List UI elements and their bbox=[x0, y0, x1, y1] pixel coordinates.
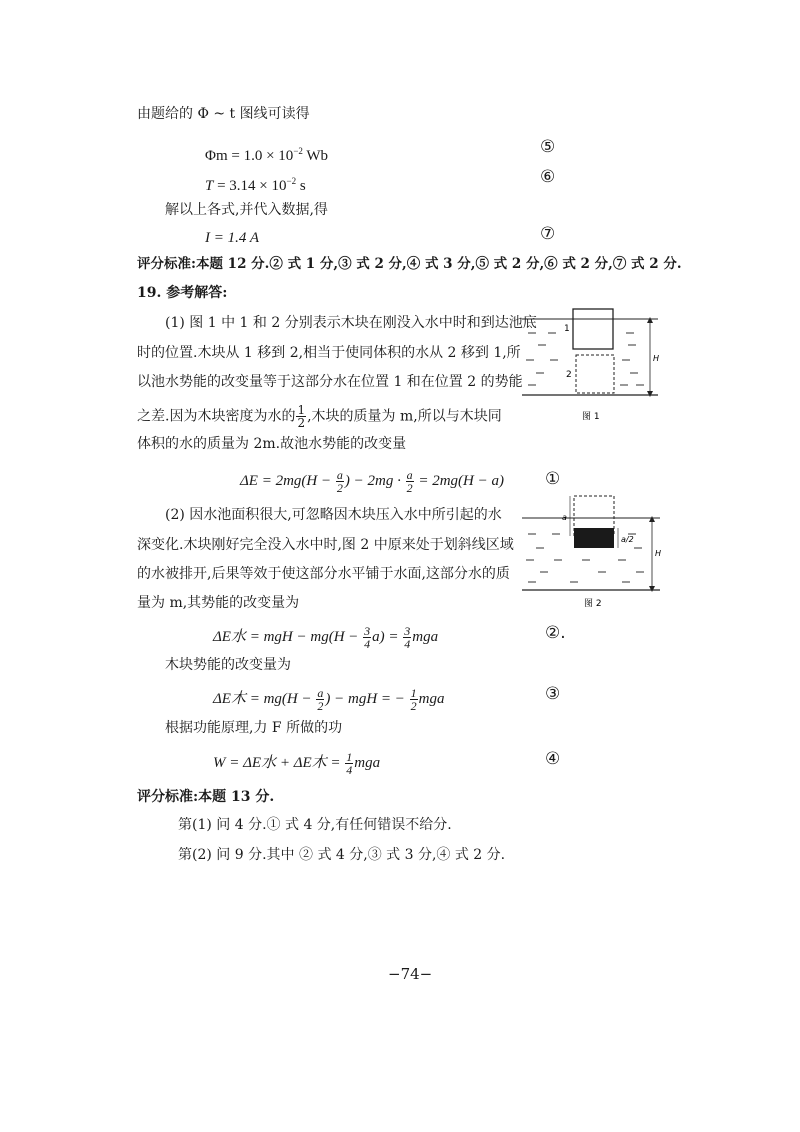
eq4-frac bbox=[345, 751, 353, 776]
part1-line2: 时的位置.木块从 1 移到 2,相当于使同体积的水从 2 移到 1,所 bbox=[137, 345, 521, 361]
eq4-frac-den: 4 bbox=[346, 763, 353, 777]
grading-19-part1: 第(1) 问 4 分.① 式 4 分,有任何错误不给分. bbox=[178, 817, 452, 833]
eq3-frac-b-den: 2 bbox=[410, 699, 417, 713]
eq5-lhs: Φm bbox=[205, 148, 228, 164]
part1-line1: (1) 图 1 中 1 和 2 分别表示木块在刚没入水中时和到达池底 bbox=[165, 315, 537, 331]
grading-19: 评分标准:本题 13 分. bbox=[137, 789, 275, 805]
fig1-arrow-top bbox=[647, 317, 653, 323]
part1-line4a: 之差.因为木块密度为水的 bbox=[137, 408, 296, 425]
fig1-block-position-2 bbox=[576, 355, 614, 393]
eq3-frac-b bbox=[410, 687, 418, 712]
figure-2-diagram bbox=[518, 492, 668, 612]
eq6-unit: s bbox=[296, 178, 306, 194]
eq5-rhs: = 1.0 × 10 bbox=[231, 148, 294, 164]
page-number: −74− bbox=[388, 965, 433, 983]
eq1-frac-b-num: a bbox=[406, 468, 413, 482]
part2-line2: 深变化.木块刚好完全没入水中时,图 2 中原来处于划斜线区域 bbox=[137, 537, 514, 553]
fig2-arrow-bottom bbox=[649, 586, 655, 592]
eq1-frac-a bbox=[336, 469, 344, 494]
eq2-frac-a-den: 4 bbox=[364, 637, 371, 651]
eq1-part1: ΔE = 2mg(H − bbox=[240, 472, 335, 489]
eq6-lhs: T bbox=[205, 178, 214, 194]
fig2-arrow-top bbox=[649, 516, 655, 522]
frac-half-num: 1 bbox=[297, 403, 306, 417]
question-19-title: 19. 参考解答: bbox=[137, 285, 228, 301]
wood-energy-label: 木块势能的改变量为 bbox=[165, 657, 291, 673]
part1-line4 bbox=[137, 404, 502, 429]
equation-1 bbox=[240, 469, 504, 494]
eq6-rhs: = 3.14 × 10 bbox=[217, 178, 287, 194]
equation-7: I = 1.4 A bbox=[205, 230, 260, 246]
grading-18: 评分标准:本题 12 分.② 式 1 分,③ 式 2 分,④ 式 3 分,⑤ 式 2 分,⑥ 式 2 分,⑦ 式 2 分. bbox=[137, 256, 682, 272]
eq1-frac-b bbox=[406, 469, 414, 494]
fig1-label-2: 2 bbox=[566, 370, 572, 380]
equation-5 bbox=[205, 141, 328, 166]
eq3-frac-a-den: 2 bbox=[317, 699, 324, 713]
eq1-frac-a-num: a bbox=[336, 468, 343, 482]
fig2-hatched-region bbox=[574, 528, 614, 548]
part1-line4b: ,木块的质量为 m,所以与木块同 bbox=[307, 408, 502, 425]
intro-text: 由题给的 Φ ~ t 图线可读得 bbox=[137, 106, 310, 122]
equation-number-2: ②. bbox=[545, 623, 566, 643]
fig2-caption: 图 2 bbox=[584, 599, 602, 609]
equation-4 bbox=[213, 751, 380, 776]
eq5-exp: −2 bbox=[293, 146, 303, 156]
eq1-frac-b-den: 2 bbox=[406, 481, 413, 495]
equation-number-7: ⑦ bbox=[540, 224, 556, 244]
work-label: 根据功能原理,力 F 所做的功 bbox=[165, 720, 343, 736]
equation-6 bbox=[205, 171, 306, 196]
fig1-caption: 图 1 bbox=[582, 412, 600, 422]
fraction-half bbox=[296, 404, 306, 429]
equation-number-5: ⑤ bbox=[540, 137, 556, 157]
fig1-arrow-bottom bbox=[647, 391, 653, 397]
equation-3 bbox=[213, 687, 445, 712]
eq2-frac-b bbox=[403, 625, 411, 650]
eq5-unit: Wb bbox=[302, 148, 329, 164]
eq3-frac-b-num: 1 bbox=[410, 686, 417, 700]
part2-line1: (2) 因水池面积很大,可忽略因木块压入水中所引起的水 bbox=[165, 507, 502, 523]
eq3-part2: ) − mgH = − bbox=[325, 690, 409, 707]
frac-half-den: 2 bbox=[297, 416, 306, 430]
eq1-frac-a-den: 2 bbox=[336, 481, 343, 495]
eq2-frac-a bbox=[363, 625, 371, 650]
eq1-part2: ) − 2mg · bbox=[344, 472, 405, 489]
fig2-label-a2: a/2 bbox=[621, 535, 634, 544]
equation-number-6: ⑥ bbox=[540, 167, 556, 187]
grading-19-part2: 第(2) 问 9 分.其中 ② 式 4 分,③ 式 3 分,④ 式 2 分. bbox=[178, 847, 506, 863]
equation-number-1: ① bbox=[545, 469, 561, 489]
fig1-block-position-1 bbox=[573, 309, 613, 349]
eq2-part1: ΔE水 = mgH − mg(H − bbox=[213, 628, 363, 645]
eq3-frac-a-num: a bbox=[317, 686, 324, 700]
fig2-label-a: a bbox=[562, 513, 567, 522]
eq4-part2: mga bbox=[354, 754, 381, 771]
fig2-label-H: H bbox=[655, 549, 662, 558]
eq3-part1: ΔE木 = mg(H − bbox=[213, 690, 316, 707]
solve-text: 解以上各式,并代入数据,得 bbox=[165, 202, 328, 218]
eq2-part3: mga bbox=[412, 628, 439, 645]
eq3-part3: mga bbox=[418, 690, 445, 707]
eq2-frac-b-den: 4 bbox=[404, 637, 411, 651]
equation-number-3: ③ bbox=[545, 684, 561, 704]
part2-line4: 量为 m,其势能的改变量为 bbox=[137, 595, 300, 611]
fig1-label-1: 1 bbox=[564, 324, 570, 334]
equation-number-4: ④ bbox=[545, 749, 561, 769]
eq1-part3: = 2mg(H − a) bbox=[414, 472, 504, 489]
part2-line3: 的水被排开,后果等效于使这部分水平铺于水面,这部分水的质 bbox=[137, 566, 510, 582]
part1-line5: 体积的水的质量为 2m.故池水势能的改变量 bbox=[137, 436, 407, 452]
fig1-label-H: H bbox=[653, 354, 660, 363]
part1-line3: 以池水势能的改变量等于这部分水在位置 1 和在位置 2 的势能 bbox=[137, 374, 523, 390]
equation-2 bbox=[213, 625, 438, 650]
eq2-frac-b-num: 3 bbox=[404, 624, 411, 638]
eq6-exp: −2 bbox=[286, 176, 297, 186]
eq2-part2: a) = bbox=[372, 628, 403, 645]
eq2-frac-a-num: 3 bbox=[364, 624, 371, 638]
figure-1-diagram bbox=[518, 305, 666, 425]
eq4-part1: W = ΔE水 + ΔE木 = bbox=[213, 754, 345, 771]
eq4-frac-num: 1 bbox=[346, 750, 353, 764]
fig1-water-dashes bbox=[526, 333, 644, 385]
eq3-frac-a bbox=[316, 687, 324, 712]
